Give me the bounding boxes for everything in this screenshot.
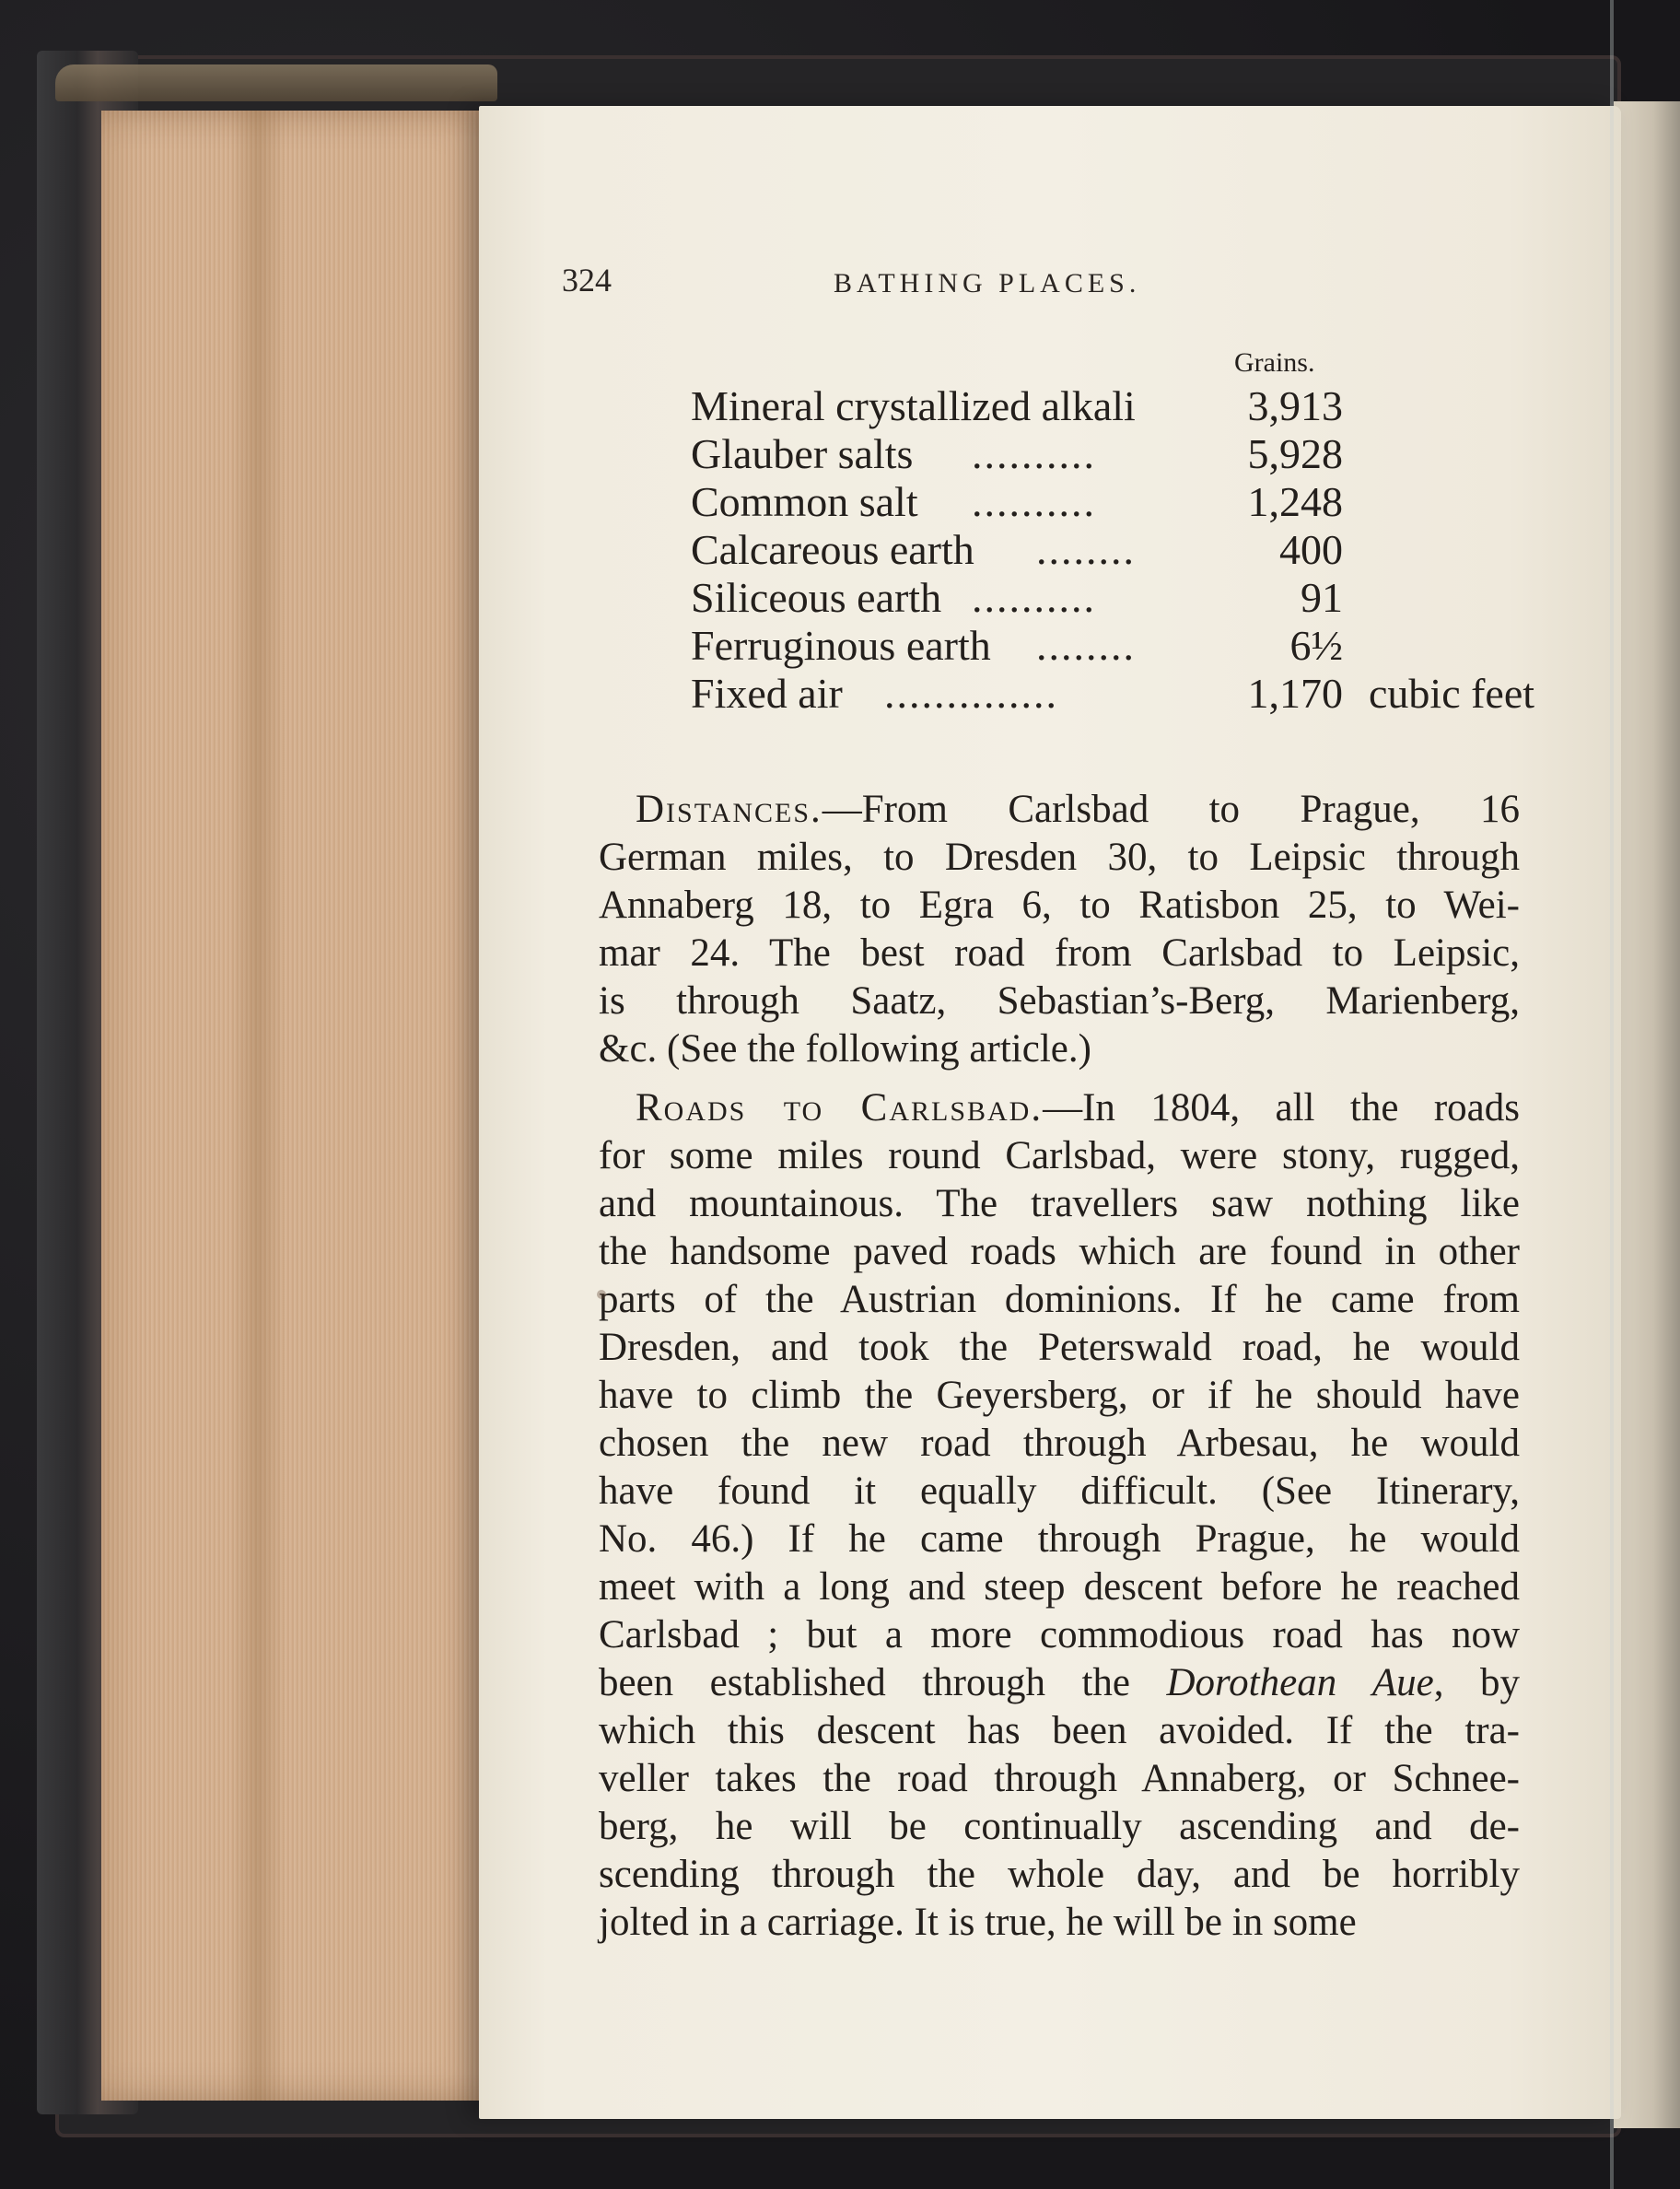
row-value: 3,913 [1247,382,1343,429]
line-text: —From Carlsbad to Prague, 16 [822,788,1520,831]
paragraph-line: have found it equally difficult. (See Itinerary, [599,1469,1520,1513]
units-heading: Grains. [1234,347,1315,378]
row-leader-dots: .............. [884,670,1058,717]
row-value: 6½ [1289,622,1343,669]
table-row [691,478,1538,526]
line-text-end: , by [1433,1661,1520,1704]
paragraph-line: the handsome paved roads which are found in other [599,1230,1520,1273]
line-text: been established through the [599,1661,1167,1704]
row-value: 1,248 [1247,478,1343,525]
ink-speck [597,1290,606,1299]
table-row [691,382,1538,430]
row-name: Common salt [691,478,918,525]
paragraph-line: Dresden, and took the Peterswald road, he would [599,1326,1520,1369]
book-page [479,106,1621,2119]
line-text: —In 1804, all the roads [1043,1086,1520,1130]
row-value: 400 [1279,526,1343,573]
paragraph-line: is through Saatz, Sebastian’s-Berg, Marienberg, [599,979,1520,1023]
running-title: BATHING PLACES. [834,268,1141,298]
page-header [562,261,1391,307]
adjacent-page-edge [1614,101,1680,2128]
paragraph-line: jolted in a carriage. It is true, he will be in some [599,1901,1357,1944]
roads-paragraph [599,1084,1520,1947]
row-name: Ferruginous earth [691,622,991,669]
row-leader-dots: ........ [1036,526,1136,573]
paragraph-line: have to climb the Geyersberg, or if he should have [599,1374,1520,1417]
row-unit: cubic feet [1369,670,1535,717]
paragraph-line: Carlsbad ; but a more commodious road has now [599,1613,1520,1656]
page-edge-shadow [230,111,286,2101]
table-row [691,526,1538,574]
paragraph-line: meet with a long and steep descent before he reached [599,1565,1520,1609]
scanner-glass-edge [1610,0,1614,2189]
paragraph-line: German miles, to Dresden 30, to Leipsic through [599,836,1520,879]
page-fore-edge [101,111,507,2101]
paragraph-line: which this descent has been avoided. If the tra- [599,1709,1520,1752]
paragraph-line: veller takes the road through Annaberg, or Schnee- [599,1757,1520,1800]
distances-paragraph [599,786,1520,1073]
paragraph-line: No. 46.) If he came through Prague, he would [599,1517,1520,1561]
paragraph-line: scending through the whole day, and be horribly [599,1853,1520,1896]
row-name: Fixed air [691,670,843,717]
paragraph-line: chosen the new road through Arbesau, he would [599,1422,1520,1465]
row-name: Mineral crystallized alkali [691,382,1136,429]
row-leader-dots: ........ [1036,622,1136,669]
row-leader-dots: .......... [972,430,1096,477]
paragraph-line [599,1659,1520,1707]
paragraph-line: berg, he will be continually ascending and de- [599,1805,1520,1848]
table-row [691,670,1538,718]
table-row [691,430,1538,478]
paragraph-line: for some miles round Carlsbad, were stony, rugged, [599,1134,1520,1177]
row-value: 1,170 [1247,670,1343,717]
row-leader-dots: .......... [972,478,1096,525]
paragraph-line: mar 24. The best road from Carlsbad to Leipsic, [599,931,1520,975]
table-row [691,574,1538,622]
worn-spine-corner [55,64,497,101]
row-value: 91 [1301,574,1343,621]
italic-place-name: Dorothean Aue [1166,1661,1434,1704]
paragraph-line: parts of the Austrian dominions. If he came from [599,1278,1520,1321]
paragraph-line [599,1084,1520,1132]
roads-heading: Roads to Carlsbad. [636,1086,1044,1130]
paragraph-line: &c. (See the following article.) [599,1027,1091,1071]
row-name: Siliceous earth [691,574,942,621]
paragraph-line [599,786,1520,834]
row-name: Calcareous earth [691,526,974,573]
paragraph-line: and mountainous. The travellers saw nothing like [599,1182,1520,1225]
row-name: Glauber salts [691,430,914,477]
row-leader-dots: .......... [972,574,1096,621]
row-value: 5,928 [1247,430,1343,477]
paragraph-line: Annaberg 18, to Egra 6, to Ratisbon 25, to Wei- [599,884,1520,927]
page-number: 324 [562,262,612,298]
distances-heading: Distances. [636,788,822,831]
table-row [691,622,1538,670]
